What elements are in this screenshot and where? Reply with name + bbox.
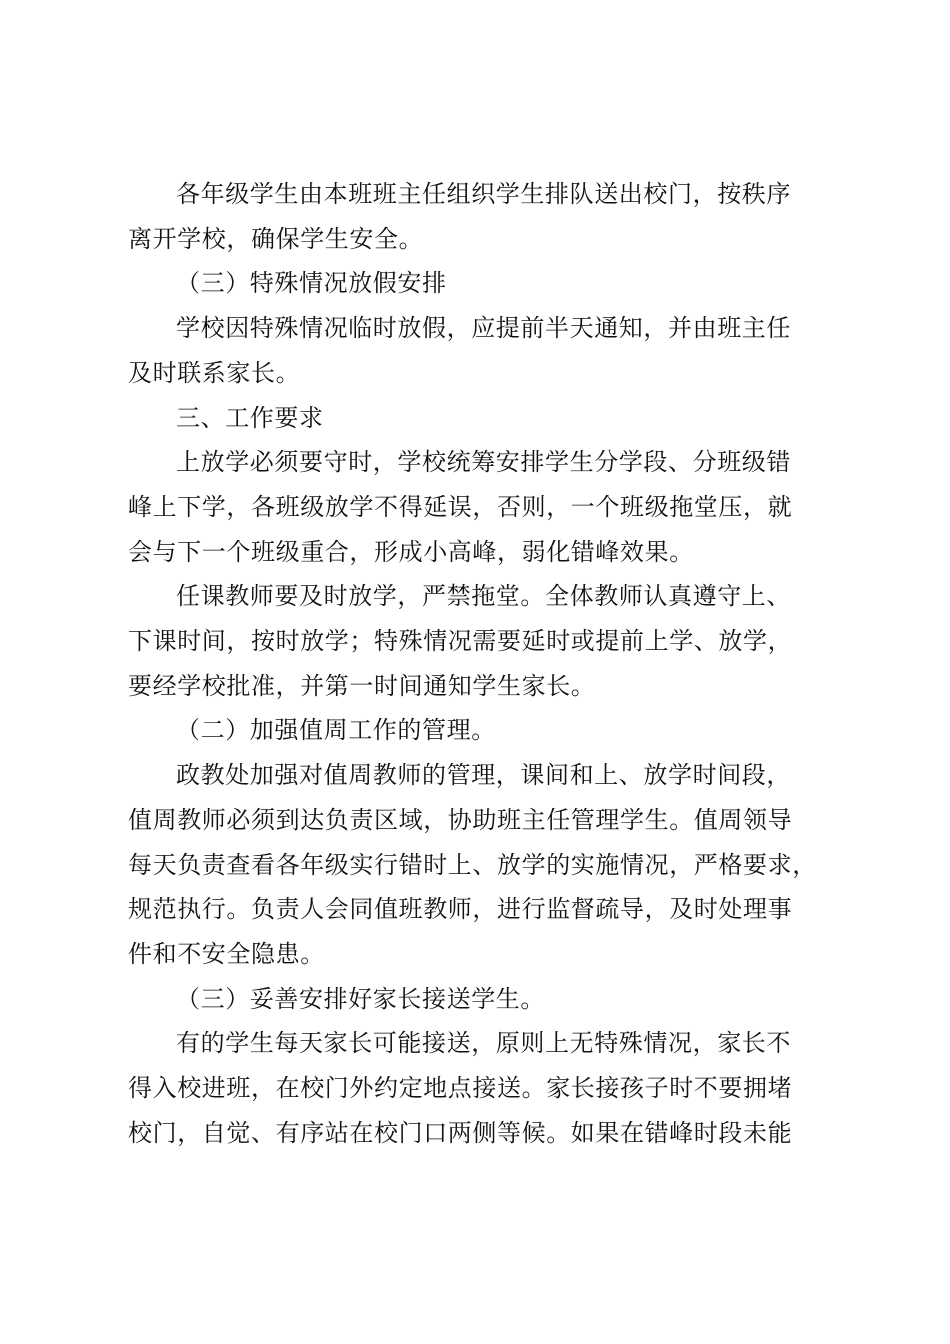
text-line: 任课教师要及时放学，严禁拖堂。全体教师认真遵守上、 <box>176 582 791 611</box>
text-line: 政教处加强对值周教师的管理，课间和上、放学时间段， <box>176 761 791 790</box>
text-line: 要经学校批准，并第一时间通知学生家长。 <box>128 671 596 700</box>
heading-duty-management <box>128 708 833 753</box>
text-line: （三）特殊情况放假安排 <box>176 269 447 298</box>
text-line: 下课时间，按时放学；特殊情况需要延时或提前上学、放学， <box>128 627 793 656</box>
text-line: 会与下一个班级重合，形成小高峰，弱化错峰效果。 <box>128 537 694 566</box>
heading-work-requirements <box>128 396 833 441</box>
text-line: 校门，自觉、有序站在校门口两侧等候。如果在错峰时段未能 <box>128 1118 793 1147</box>
text-line: 值周教师必须到达负责区域，协助班主任管理学生。值周领导 <box>128 805 793 834</box>
text-line: （三）妥善安排好家长接送学生。 <box>176 984 545 1013</box>
text-line: 规范执行。负责人会同值班教师，进行监督疏导，及时处理事 <box>128 895 793 924</box>
text-line: （二）加强值周工作的管理。 <box>176 716 496 745</box>
text-line: 得入校进班，在校门外约定地点接送。家长接孩子时不要拥堵 <box>128 1074 793 1103</box>
text-line: 有的学生每天家长可能接送，原则上无特殊情况，家长不 <box>176 1029 791 1058</box>
paragraph-duty-management <box>128 753 833 977</box>
text-line: 学校因特殊情况临时放假，应提前半天通知，并由班主任 <box>176 314 791 343</box>
text-line: 件和不安全隐患。 <box>128 939 325 968</box>
paragraph-dismissal-order <box>128 172 833 261</box>
text-line: 离开学校，确保学生安全。 <box>128 224 424 253</box>
text-line: 三、工作要求 <box>176 403 324 432</box>
paragraph-parent-pickup <box>128 1021 833 1155</box>
heading-parent-pickup <box>128 977 833 1022</box>
document-body <box>128 172 833 1155</box>
text-line: 上放学必须要守时，学校统筹安排学生分学段、分班级错 <box>176 448 791 477</box>
heading-special-holiday <box>128 261 833 306</box>
text-line: 及时联系家长。 <box>128 358 301 387</box>
paragraph-teacher-timing <box>128 574 833 708</box>
paragraph-punctuality <box>128 440 833 574</box>
text-line: 峰上下学，各班级放学不得延误，否则，一个班级拖堂压，就 <box>128 492 793 521</box>
text-line: 每天负责查看各年级实行错时上、放学的实施情况，严格要求， <box>128 850 817 879</box>
text-line: 各年级学生由本班班主任组织学生排队送出校门，按秩序 <box>176 180 791 208</box>
paragraph-special-holiday <box>128 306 833 395</box>
